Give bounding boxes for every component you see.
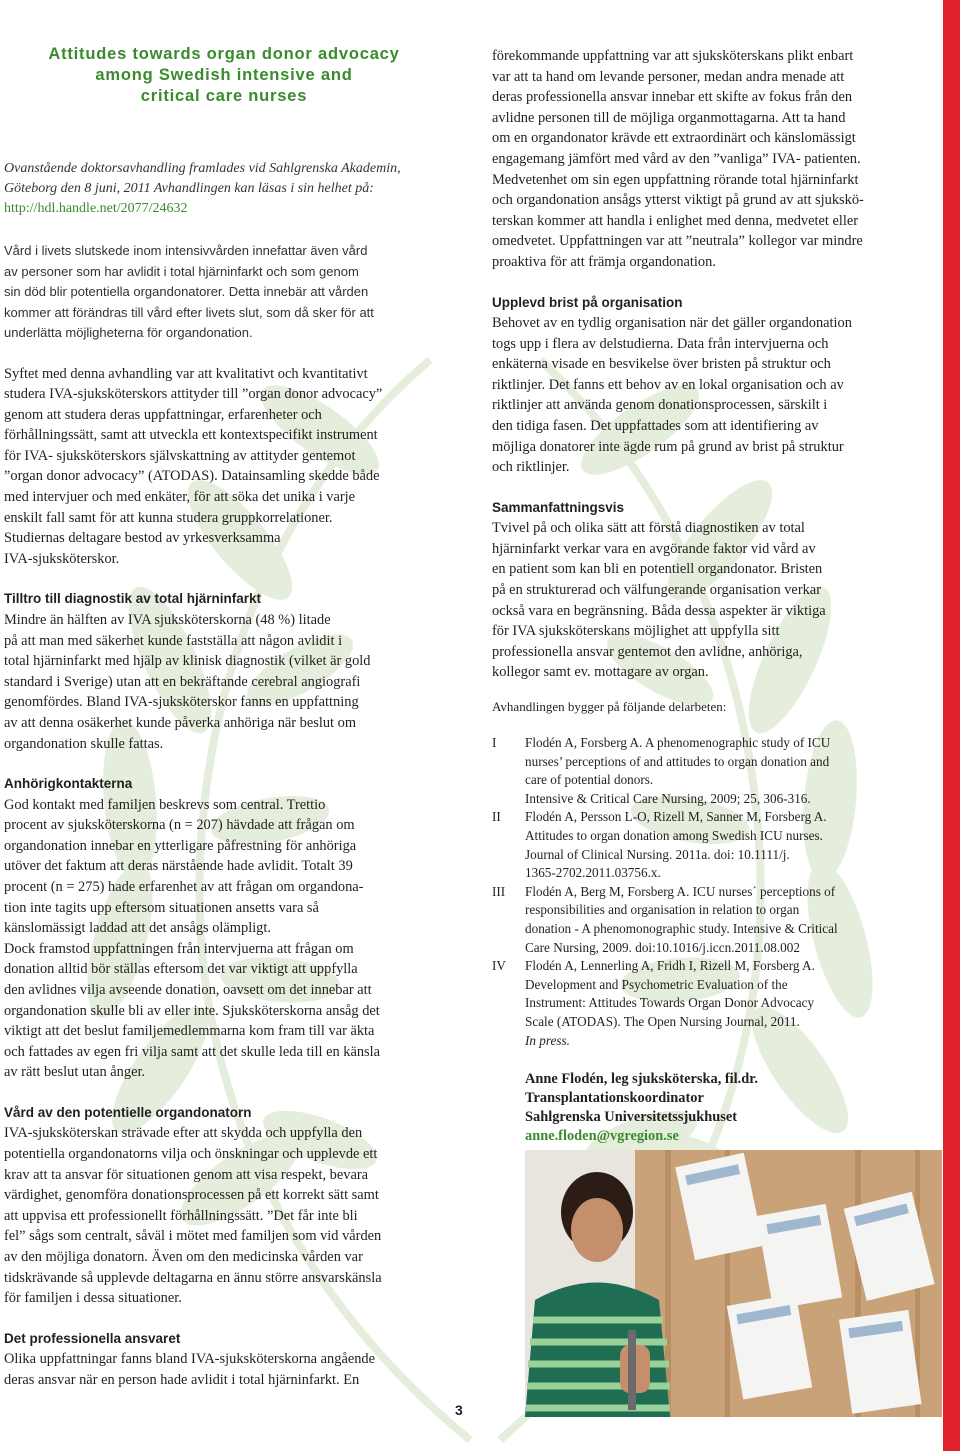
text-line: den tidiga fasen. Det uppfattades som att identifiering av xyxy=(492,418,819,434)
reference-item xyxy=(492,957,930,1050)
text-line: sin död blir potentiella organdonatorer. Detta innebär att vården xyxy=(4,284,369,299)
section-heading-organisation: Upplevd brist på organisation xyxy=(492,294,683,310)
right-column xyxy=(492,46,930,1146)
reference-list xyxy=(492,734,930,1050)
reference-line: Flodén A, Persson L-O, Rizell M, Sanner M, Forsberg A. xyxy=(525,809,827,825)
thesis-link[interactable]: http://hdl.handle.net/2077/24632 xyxy=(4,201,188,216)
text-line: värdighet, genomföra donationsprocessen på ett korrekt sätt samt xyxy=(4,1187,379,1204)
text-line: på att man med säkerhet kunde fastställa att någon avlidit i xyxy=(4,632,343,649)
reference-item xyxy=(492,808,930,882)
text-line: Syftet med denna avhandling var att kvalitativt och kvantitativt xyxy=(4,365,368,382)
text-line: för familjen i dessa situationer. xyxy=(4,1290,182,1307)
text-line: organdonation skulle fattas. xyxy=(4,735,164,752)
section-body-summary xyxy=(492,518,930,683)
text-line: standard i Sverige) utan att en bekräftande cerebral angiografi xyxy=(4,673,361,690)
section-heading-diagnostics: Tilltro till diagnostik av total hjärninfarkt xyxy=(4,591,262,607)
reference-text xyxy=(525,808,930,882)
text-line: förekommande uppfattning var att sjuksköterskans plikt enbart xyxy=(492,48,854,64)
text-line: terskan kommer att handla i enlighet med denna, medvetet eller xyxy=(492,212,859,229)
author-block xyxy=(525,1070,930,1146)
text-line: omedvetet. Uppfattningen var att ”neutrala” kollegor var mindre xyxy=(492,233,863,250)
author-email-link[interactable]: anne.floden@vgregion.se xyxy=(525,1128,679,1145)
text-line: Vård i livets slutskede inom intensivvården innefattar även vård xyxy=(4,243,368,258)
text-line: Mindre än hälften av IVA sjuksköterskorna (48 %) litade xyxy=(4,611,331,628)
text-line: kollegor samt ev. mottagare av organ. xyxy=(492,664,709,681)
text-line: ”organ donor advocacy” (ATODAS). Datainsamling skedde både xyxy=(4,468,380,485)
reference-item xyxy=(492,734,930,808)
purpose-paragraph xyxy=(4,364,444,570)
text-line: studera IVA-sjuksköterskors attityder till ”organ donor advocacy” xyxy=(4,386,383,403)
references-intro: Avhandlingen bygger på följande delarbeten: xyxy=(492,699,727,715)
reference-line: Journal of Clinical Nursing. 2011a. doi: 10.1111/j. xyxy=(525,846,790,862)
text-line: tidskrävande så upplevde deltagarna en ännu större ansvarskänsla xyxy=(4,1269,382,1286)
reference-note: In press. xyxy=(525,1032,570,1048)
reference-line: Instrument: Attitudes Towards Organ Donor Advocacy xyxy=(525,995,815,1011)
section-body-relatives xyxy=(4,795,444,1083)
intro-line: Göteborg den 8 juni, 2011 Avhandlingen kan läsas i sin helhet på: xyxy=(4,181,374,196)
text-line: engagemang jämfört med vård av den ”vanliga” IVA- patienten. xyxy=(492,150,861,167)
article-title xyxy=(4,44,444,107)
text-line: kommer att förändras till vård efter livets slut, som då sker för att xyxy=(4,304,374,320)
text-line: total hjärninfarkt med hjälp av klinisk diagnostik (vilket är gold xyxy=(4,653,371,670)
page-number: 3 xyxy=(455,1402,463,1418)
text-line: viktigt att det beslut familjemedlemmarna kom fram till var äkta xyxy=(4,1023,375,1040)
title-line: Attitudes towards organ donor advocacy xyxy=(48,45,400,63)
text-line: av personer som har avlidit i total hjärninfarkt och som genom xyxy=(4,263,359,279)
text-line: deras professionella ansvar innebar ett skifte av fokus från den xyxy=(492,89,853,106)
text-line: krav att ta ansvar för situationen genom att visa respekt, bevara xyxy=(4,1166,369,1183)
text-line: utöver det faktum att deras närstående hade avlidit. Totalt 39 xyxy=(4,858,353,875)
text-line: genom att studera deras uppfattningar, erfarenheter och xyxy=(4,406,322,423)
section-body-diagnostics xyxy=(4,610,444,754)
reference-line: Attitudes to organ donation among Swedish ICU nurses. xyxy=(525,828,823,843)
text-line: donation alltid bör ställas eftersom det var viktigt att uppfylla xyxy=(4,961,358,978)
text-line: och riktlinjer. xyxy=(492,459,570,476)
author-organisation: Sahlgrenska Universitetssjukhuset xyxy=(525,1109,738,1126)
section-heading-summary: Sammanfattningsvis xyxy=(492,499,625,515)
section-heading-relatives: Anhörigkontakterna xyxy=(4,776,133,792)
text-line: underlätta möjligheterna för organdonation. xyxy=(4,325,253,340)
text-line: för IVA sjuksköterskans möjlighet att uppfylla sitt xyxy=(492,623,780,640)
section-body-organisation xyxy=(492,313,930,478)
text-line: förhållningssätt, samt att utveckla ett kontextspecifikt instrument xyxy=(4,427,378,444)
text-line: genomfördes. Bland IVA-sjuksköterskor fanns en uppfattning xyxy=(4,694,359,711)
section-body-professional-responsibility xyxy=(4,1349,444,1390)
text-line: och organdonation ansågs ytterst viktigt på grund av att sjukskö- xyxy=(492,192,864,209)
reference-line: care of potential donors. xyxy=(525,772,654,788)
reference-number: III xyxy=(492,883,506,899)
intro-note xyxy=(4,159,444,219)
text-line: av den möjliga donatorn. Även om den medicinska vården var xyxy=(4,1248,363,1265)
section-body-donor-care xyxy=(4,1123,444,1308)
text-line: procent (n = 275) hade erfarenhet av att frågan om organdona- xyxy=(4,878,364,895)
text-line: att uppvisa ett professionellt förhållningssätt. ”Det får inte bli xyxy=(4,1207,358,1224)
text-line: hjärninfarkt verkar vara en avgörande faktor vid vård av xyxy=(492,540,816,557)
text-line: potentiella organdonatorns vilja och önskningar och upplevde ett xyxy=(4,1146,378,1162)
reference-text xyxy=(525,883,930,957)
section-heading-donor-care: Vård av den potentielle organdonatorn xyxy=(4,1104,252,1120)
author-photo xyxy=(525,1150,942,1417)
text-line: tion inte tagits upp eftersom situationen ansetts vara så xyxy=(4,899,319,916)
text-line: Medvetenhet om sin egen uppfattning rörande total hjärninfarkt xyxy=(492,171,859,188)
text-line: fel” sågs som centralt, såväl i mötet med familjen som vid vården xyxy=(4,1228,382,1245)
reference-item xyxy=(492,883,930,957)
text-line: riktlinjer. Det fanns ett behov av en lokal organisation och av xyxy=(492,376,844,393)
text-line: proaktiva för att främja organdonation. xyxy=(492,253,716,270)
title-line: among Swedish intensive and xyxy=(95,66,353,84)
reference-number: IV xyxy=(492,958,506,974)
reference-line: nurses’ perceptions of and attitudes to organ donation and xyxy=(525,753,830,769)
reference-line: Intensive & Critical Care Nursing, 2009; 25, 306-316. xyxy=(525,790,811,806)
reference-line: Scale (ATODAS). The Open Nursing Journal, 2011. xyxy=(525,1013,800,1029)
text-line: Studiernas deltagare bestod av yrkesverksamma xyxy=(4,530,281,547)
text-line: en patient som kan bli en potentiell organdonator. Bristen xyxy=(492,561,823,578)
reference-line: Care Nursing, 2009. doi:10.1016/j.iccn.2011.08.002 xyxy=(525,939,800,955)
text-line: professionella ansvar gentemot den avlidne, anhöriga, xyxy=(492,643,803,660)
reference-line: Flodén A, Forsberg A. A phenomenographic study of ICU xyxy=(525,735,831,751)
text-line: avlidne personen till de möjliga organmottagarna. Att ta hand xyxy=(492,109,846,126)
text-line: av rätt beslut utan ånger. xyxy=(4,1064,146,1081)
text-line: om en organdonator krävde ett extraordinärt och känslomässigt xyxy=(492,130,856,147)
reference-number: I xyxy=(492,735,497,751)
text-line: IVA-sjuksköterskor. xyxy=(4,550,120,567)
text-line: på en strukturerad och välfungerande organisation verkar xyxy=(492,582,821,599)
text-line: riktlinjer att använda genom donationsprocessen, särskilt i xyxy=(492,397,828,414)
reference-line: donation - A phenomonographic study. Intensive & Critical xyxy=(525,920,838,936)
text-line: organdonation innebar en ytterligare påfrestning för anhöriga xyxy=(4,837,357,854)
text-line: Olika uppfattningar fanns bland IVA-sjuksköterskorna angående xyxy=(4,1351,375,1368)
author-name: Anne Flodén, leg sjuksköterska, fil.dr. xyxy=(525,1071,758,1088)
text-line: känslomässigt laddad att det ansågs olämpligt. xyxy=(4,920,271,937)
reference-line: responsibilities and organisation in relation to organ xyxy=(525,902,800,918)
reference-number: II xyxy=(492,809,501,825)
text-line: och fattades av egen fri vilja samt att det skulle leda till en känsla xyxy=(4,1043,381,1060)
text-line: IVA-sjuksköterskan strävade efter att skydda och uppfylla den xyxy=(4,1125,363,1142)
reference-line: Flodén A, Berg M, Forsberg A. ICU nurses´ perceptions of xyxy=(525,883,836,899)
reference-text xyxy=(525,957,930,1050)
lead-paragraph xyxy=(4,241,444,344)
reference-line: 1365-2702.2011.03756.x. xyxy=(525,865,661,881)
text-line: med intervjuer och med enkäter, för att söka det unika i varje xyxy=(4,489,356,506)
continued-paragraph xyxy=(492,46,930,273)
text-line: procent av sjuksköterskorna (n = 207) hävdade att frågan om xyxy=(4,817,355,834)
text-line: enskilt fall samt för att kunna studera gruppkorrelationer. xyxy=(4,509,333,526)
intro-line: Ovanstående doktorsavhandling framlades vid Sahlgrenska Akademin, xyxy=(4,161,401,176)
text-line: togs upp i flera av delstudierna. Data från intervjuerna och xyxy=(492,335,829,352)
text-line: enkäterna visade en besvikelse över bristen på struktur och xyxy=(492,356,831,373)
section-heading-professional-responsibility: Det professionella ansvaret xyxy=(4,1330,181,1346)
text-line: den avlidnes vilja avseende donation, oavsett om det innebar att xyxy=(4,981,372,998)
title-line: critical care nurses xyxy=(140,87,308,105)
reference-line: Development and Psychometric Evaluation of the xyxy=(525,976,788,992)
reference-text xyxy=(525,734,930,808)
author-role: Transplantationskoordinator xyxy=(525,1090,704,1107)
reference-line: Flodén A, Lennerling A, Fridh I, Rizell M, Forsberg A. xyxy=(525,958,815,974)
text-line: var att ta hand om levande personer, medan andra menade att xyxy=(492,68,845,85)
left-column xyxy=(4,44,444,1390)
text-line: också vara en begränsning. Båda dessa aspekter är viktiga xyxy=(492,602,826,619)
text-line: för IVA- sjuksköterskors självskattning av attityder gentemot xyxy=(4,447,356,464)
text-line: organdonation skulle bli av eller inte. Sjuksköterskorna ansåg det xyxy=(4,1002,380,1019)
text-line: God kontakt med familjen beskrevs som central. Trettio xyxy=(4,796,326,813)
text-line: deras ansvar när en person hade avlidit i total hjärninfarkt. En xyxy=(4,1371,360,1388)
text-line: Behovet av en tydlig organisation när det gäller organdonation xyxy=(492,315,852,332)
red-edge-bar xyxy=(943,0,960,1451)
text-line: möjliga donatorer inte ägde rum på grund av brist på struktur xyxy=(492,438,844,455)
text-line: Tvivel på och olika sätt att förstå diagnostiken av total xyxy=(492,520,805,537)
text-line: av att denna osäkerhet kunde påverka anhöriga när beslut om xyxy=(4,714,357,731)
text-line: Dock framstod uppfattningen från intervjuerna att frågan om xyxy=(4,940,354,957)
